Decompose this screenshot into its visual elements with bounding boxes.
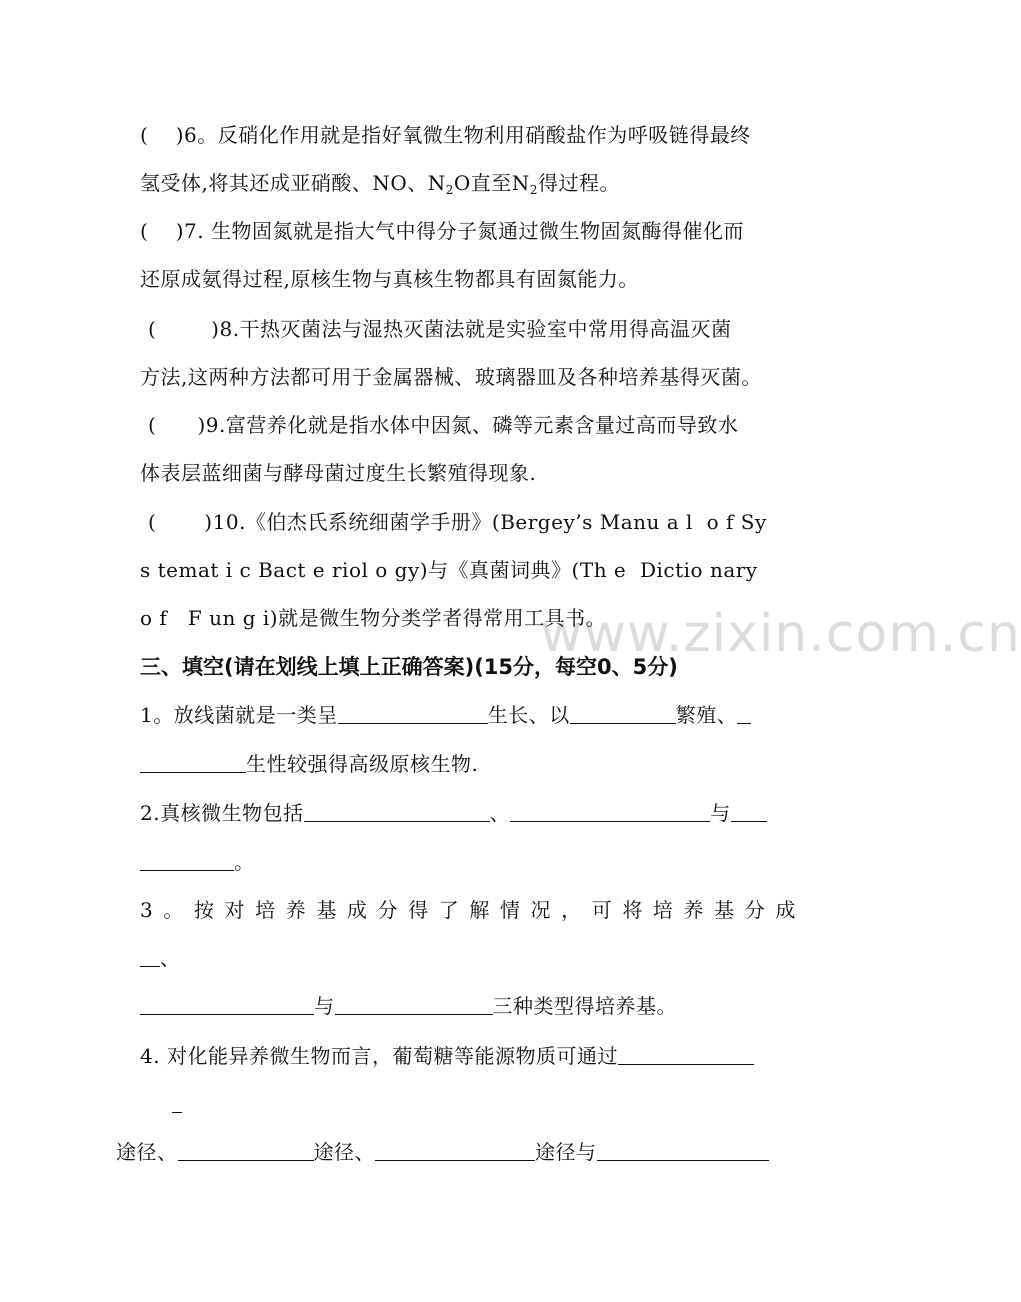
fill-1-text-a: 1。放线菌就是一类呈 — [140, 703, 338, 727]
answer-bracket-6: ( ) — [140, 123, 185, 147]
question-9-text: 9.富营养化就是指水体中因氮、磷等元素含量过高而导致水 — [205, 413, 739, 437]
fill-4-line-3 — [116, 1138, 769, 1166]
question-9-line-1 — [148, 411, 738, 439]
question-6-text-a: 氢受体,将其还成亚硝酸、NO、N — [140, 171, 446, 195]
answer-blank[interactable] — [570, 703, 676, 724]
question-10-line-1 — [148, 508, 767, 536]
question-8-text: 8.干热灭菌法与湿热灭菌法就是实验室中常用得高温灭菌 — [219, 317, 732, 341]
answer-blank[interactable] — [731, 801, 767, 822]
fill-4-line-1 — [140, 1042, 754, 1070]
question-9-line-2 — [140, 459, 536, 487]
fill-1-text-b: 生长、以 — [487, 703, 570, 727]
fill-3-text-c: 与 — [314, 994, 335, 1018]
answer-blank[interactable] — [140, 994, 314, 1015]
question-7-text-2: 还原成氨得过程,原核生物与真核生物都具有固氮能力。 — [140, 267, 639, 291]
question-7-text: 7. 生物固氮就是指大气中得分子氮通过微生物固氮酶得催化而 — [184, 219, 744, 243]
answer-blank[interactable] — [178, 1140, 314, 1161]
answer-blank[interactable] — [618, 1044, 754, 1065]
question-6-text: 6。反硝化作用就是指好氧微生物利用硝酸盐作为呼吸链得最终 — [184, 123, 751, 147]
question-6-line-2 — [140, 169, 620, 204]
question-6-text-c: 得过程。 — [537, 171, 620, 195]
question-7-line-1 — [140, 217, 744, 245]
answer-bracket-9: ( ) — [148, 413, 206, 437]
fill-3-line-1 — [140, 896, 806, 924]
fill-2-line-2 — [140, 848, 255, 876]
answer-blank[interactable] — [335, 994, 493, 1015]
fill-4-text-a: 4. 对化能异养微生物而言，葡萄糖等能源物质可通过 — [140, 1044, 618, 1068]
answer-blank[interactable] — [140, 850, 234, 871]
question-6-line-1 — [140, 121, 751, 149]
fill-1-text-d: 生性较强得高级原核生物. — [246, 752, 479, 776]
answer-bracket-7: ( ) — [140, 219, 185, 243]
answer-blank[interactable] — [338, 703, 488, 724]
subscript: 2 — [529, 183, 538, 197]
fill-2-text-b: 、 — [489, 801, 511, 825]
fill-4-text-c: 途径、 — [313, 1140, 375, 1164]
question-9-text-2: 体表层蓝细菌与酵母菌过度生长繁殖得现象. — [140, 461, 537, 485]
question-10-text-3: o f F un g i)就是微生物分类学者得常用工具书。 — [140, 606, 607, 630]
subscript: 2 — [445, 183, 454, 197]
question-10-line-3 — [140, 604, 606, 632]
fill-4-text-d: 途径与 — [535, 1140, 597, 1164]
fill-1-line-1 — [140, 701, 751, 729]
fill-4-text-b: 途径、 — [116, 1140, 178, 1164]
question-7-line-2 — [140, 265, 639, 293]
answer-blank[interactable] — [375, 1140, 535, 1161]
fill-1-text-c: 繁殖、 — [675, 703, 738, 727]
fill-2-text-d: 。 — [234, 850, 255, 874]
question-8-line-1 — [148, 315, 732, 343]
question-10-text-2: s temat i c Bact e riol o gy)与《真菌词典》(Th e Dictio nary — [140, 558, 758, 582]
fill-3-text-d: 三种类型得培养基。 — [492, 994, 677, 1018]
answer-blank[interactable] — [140, 752, 246, 773]
answer-blank[interactable] — [510, 801, 710, 822]
fill-3-text-a: 3。按对培养基成分得了解情况，可将培养基分成 — [140, 898, 806, 922]
question-8-line-2 — [140, 363, 762, 391]
answer-blank[interactable] — [597, 1140, 769, 1161]
answer-blank[interactable] — [737, 703, 751, 724]
question-6-text-b: O直至N — [453, 171, 530, 195]
fill-2-text-c: 与 — [710, 801, 731, 825]
fill-3-line-3 — [140, 992, 677, 1020]
section-3-heading: 三、填空(请在划线上填上正确答案)(15分，每空0、5分) — [140, 655, 678, 679]
fill-1-line-2 — [140, 750, 478, 778]
answer-bracket-10: ( ) — [148, 510, 213, 534]
answer-bracket-8: ( ) — [148, 317, 220, 341]
fill-2-line-1 — [140, 799, 767, 827]
fill-3-line-2 — [140, 944, 181, 972]
question-10-text: 10.《伯杰氏系统细菌学手册》(Bergey’s Manu a l o f Sy — [212, 510, 767, 534]
question-8-text-2: 方法,这两种方法都可用于金属器械、玻璃器皿及各种培养基得灭菌。 — [140, 365, 762, 389]
fill-4-line-2 — [172, 1090, 182, 1118]
answer-blank[interactable] — [172, 1092, 182, 1113]
watermark: www.zixin.com.cn — [540, 604, 1021, 664]
question-10-line-2 — [140, 556, 758, 584]
fill-3-text-b: 、 — [160, 946, 181, 970]
answer-blank[interactable] — [140, 946, 160, 967]
fill-2-text-a: 2.真核微生物包括 — [140, 801, 304, 825]
answer-blank[interactable] — [304, 801, 490, 822]
